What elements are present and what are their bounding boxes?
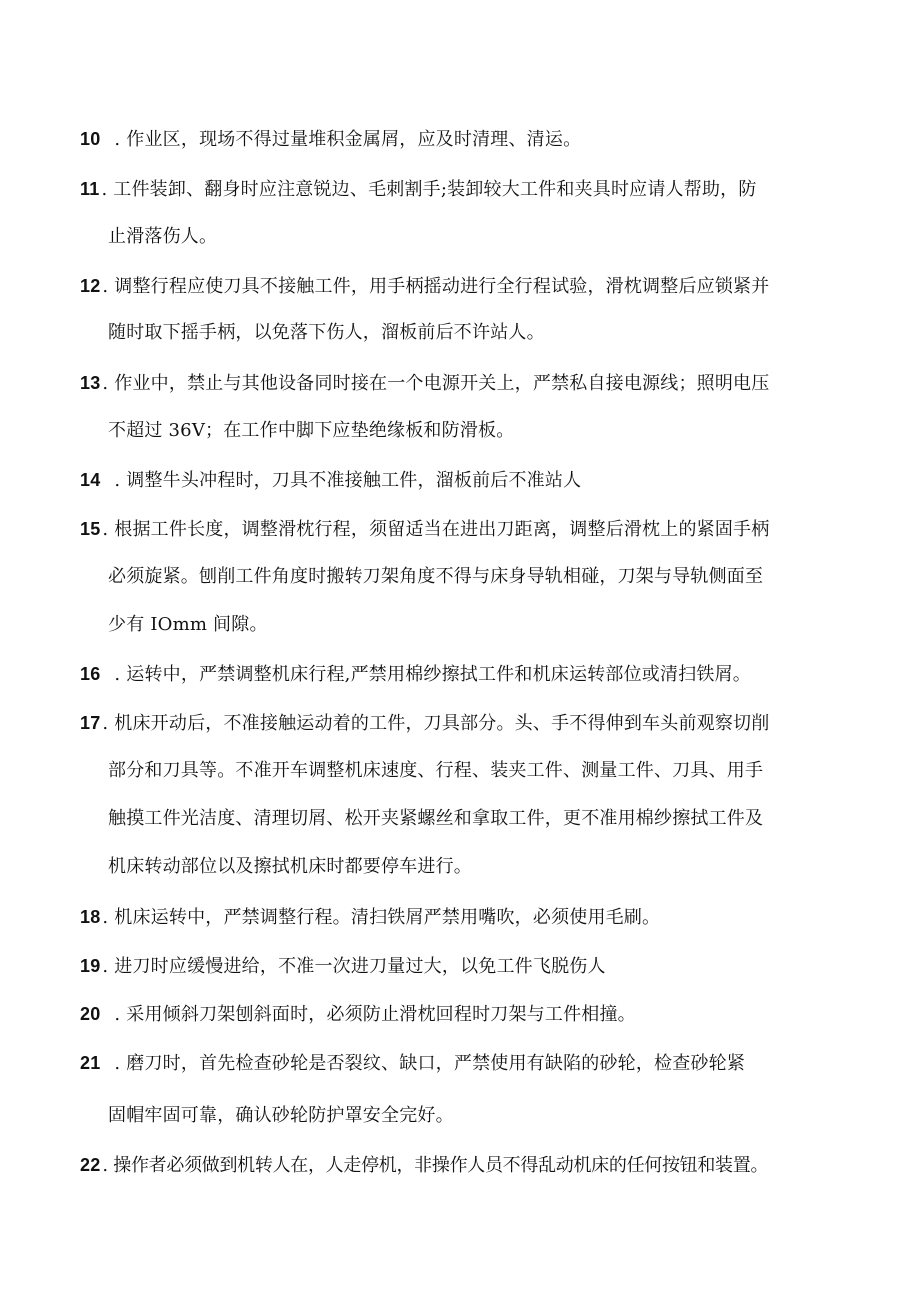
item-text: . 工件装卸、翻身时应注意锐边、毛刺割手;装卸较大工件和夹具时应请人帮助，防 [101,179,757,200]
item-text-continuation: 触摸工件光洁度、清理切屑、松开夹紧螺丝和拿取工件，更不准用棉纱擦拭工件及 [108,808,764,829]
item-text: . 作业区，现场不得过量堆积金属屑，应及时清理、清运。 [114,129,582,150]
item-text: . 机床开动后，不准接触运动着的工件，刀具部分。头、手不得伸到车头前观察切削 [102,713,770,734]
item-text-continuation: 止滑落伤人。 [108,226,218,247]
item-text-continuation: 必须旋紧。刨削工件角度时搬转刀架角度不得与床身导轨相碰，刀架与导轨侧面至 [108,566,764,587]
item-text-continuation: 随时取下摇手柄，以免落下伤人，溜板前后不许站人。 [108,322,545,343]
item-number: 16 [80,664,101,684]
item-text: . 进刀时应缓慢进给，不准一次进刀量过大，以免工件飞脱伤人 [102,956,606,977]
item-number: 17 [80,713,101,733]
item-text: . 作业中，禁止与其他设备同时接在一个电源开关上，严禁私自接电源线；照明电压 [102,373,770,394]
item-number: 22 [80,1155,101,1175]
item-text: . 采用倾斜刀架刨斜面时，必须防止滑枕回程时刀架与工件相撞。 [114,1004,636,1025]
item-text: . 操作者必须做到机转人在，人走停机，非操作人员不得乱动机床的任何按钮和装置。 [102,1155,769,1176]
item-text: . 调整牛头冲程时，刀具不准接触工件，溜板前后不准站人 [114,470,582,491]
item-number: 11 [80,179,100,199]
item-number: 19 [80,956,101,976]
item-text: . 调整行程应使刀具不接触工件，用手柄摇动进行全行程试验，滑枕调整后应锁紧并 [102,276,770,297]
item-text: . 磨刀时，首先检查砂轮是否裂纹、缺口，严禁使用有缺陷的砂轮，检查砂轮紧 [114,1053,746,1074]
item-text-continuation: 不超过 36V；在工作中脚下应垫绝缘板和防滑板。 [108,420,515,441]
item-text-continuation: 机床转动部位以及擦拭机床时都要停车进行。 [108,856,472,877]
item-number: 13 [80,373,101,393]
item-number: 15 [80,519,101,539]
item-number: 12 [80,276,101,296]
item-text-continuation: 固帽牢固可靠，确认砂轮防护罩安全完好。 [108,1105,454,1126]
item-text: . 机床运转中，严禁调整行程。清扫铁屑严禁用嘴吹，必须使用毛刷。 [102,907,661,928]
item-number: 14 [80,470,101,490]
item-number: 18 [80,907,101,927]
item-number: 20 [80,1004,101,1024]
item-text-continuation: 少有 IOmm 间隙。 [108,614,268,635]
item-text-continuation: 部分和刀具等。不准开车调整机床速度、行程、装夹工件、测量工件、刀具、用手 [108,760,764,781]
item-number: 21 [80,1053,101,1073]
item-text: . 根据工件长度，调整滑枕行程，须留适当在进出刀距离，调整后滑枕上的紧固手柄 [102,519,770,540]
item-text: . 运转中，严禁调整机床行程,严禁用棉纱擦拭工件和机床运转部位或清扫铁屑。 [114,664,751,685]
item-number: 10 [80,129,101,149]
